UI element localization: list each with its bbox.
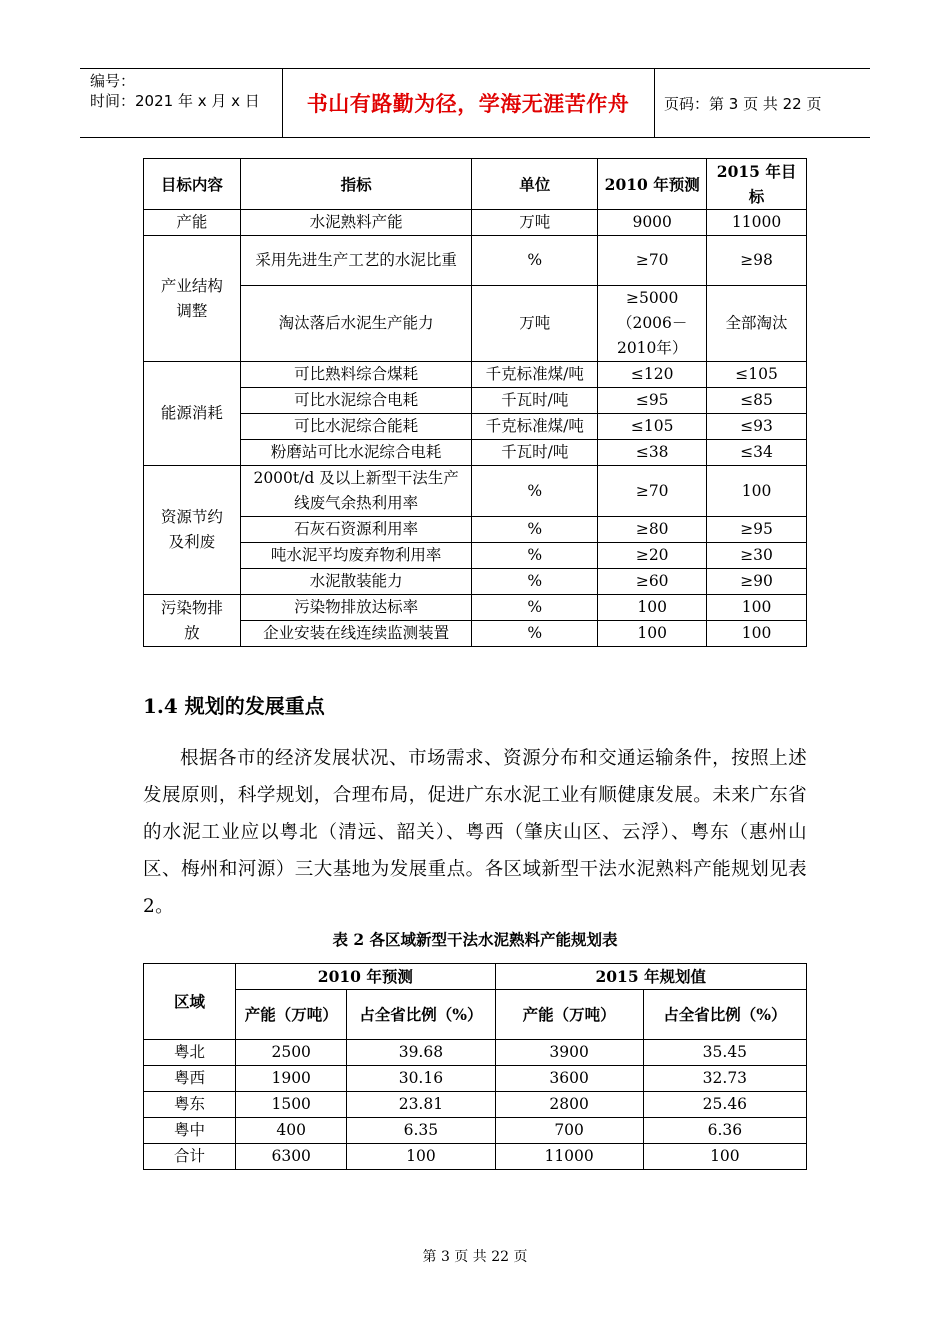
indicator-cell: 石灰石资源利用率 bbox=[240, 517, 472, 543]
table-row bbox=[144, 517, 807, 543]
value-2015-cell: ≤34 bbox=[707, 440, 807, 466]
unit-cell: 千克标准煤/吨 bbox=[472, 362, 598, 388]
column-header: 目标内容 bbox=[144, 159, 241, 210]
table-row bbox=[144, 466, 807, 517]
value-2010-cell: ≥20 bbox=[598, 543, 707, 569]
table-row bbox=[144, 1040, 807, 1066]
region-cell: 粤中 bbox=[144, 1118, 236, 1144]
category-cell: 产能 bbox=[144, 210, 241, 236]
table-row bbox=[144, 621, 807, 647]
region-cell: 合计 bbox=[144, 1144, 236, 1170]
table-row bbox=[144, 236, 807, 286]
capacity-2010-cell: 6300 bbox=[236, 1144, 347, 1170]
indicator-cell: 粉磨站可比水泥综合电耗 bbox=[240, 440, 472, 466]
share-2015-cell: 25.46 bbox=[643, 1092, 806, 1118]
value-2015-cell: 100 bbox=[707, 595, 807, 621]
group-header-2010: 2010 年预测 bbox=[236, 964, 495, 990]
header-page-cell bbox=[654, 69, 870, 137]
value-2015-cell: ≤93 bbox=[707, 414, 807, 440]
indicator-cell: 可比熟料综合煤耗 bbox=[240, 362, 472, 388]
capacity-2015-cell: 2800 bbox=[495, 1092, 643, 1118]
value-2015-cell: ≤85 bbox=[707, 388, 807, 414]
value-2010-cell: ≤105 bbox=[598, 414, 707, 440]
value-2015-cell: 100 bbox=[707, 466, 807, 517]
page-header bbox=[80, 68, 870, 138]
share-2010-cell: 39.68 bbox=[347, 1040, 495, 1066]
table-row bbox=[144, 1144, 807, 1170]
value-2010-cell: ≤120 bbox=[598, 362, 707, 388]
table-row bbox=[144, 362, 807, 388]
section-paragraph: 根据各市的经济发展状况、市场需求、资源分布和交通运输条件，按照上述发展原则，科学规划，合理布局，促进广东水泥工业有顺健康发展。未来广东省的水泥工业应以粤北（清远、韶关）、粤西（肇庆山区、云浮）、粤东（惠州山区、梅州和河源）三大基地为发展重点。各区域新型干法水泥熟料产能规划见表 2。 bbox=[143, 748, 807, 917]
value-2015-cell: 100 bbox=[707, 621, 807, 647]
header-info-cell bbox=[80, 69, 283, 137]
indicator-cell: 企业安装在线连续监测装置 bbox=[240, 621, 472, 647]
share-2010-cell: 30.16 bbox=[347, 1066, 495, 1092]
unit-cell: % bbox=[472, 466, 598, 517]
value-2010-cell: ≥5000（2006－2010年） bbox=[598, 286, 707, 362]
table-row bbox=[144, 388, 807, 414]
section-title: 1.4 规划的发展重点 bbox=[143, 694, 325, 718]
share-2010-cell: 23.81 bbox=[347, 1092, 495, 1118]
table-sub-header-row bbox=[144, 990, 807, 1040]
indicator-cell: 吨水泥平均废弃物利用率 bbox=[240, 543, 472, 569]
table-row bbox=[144, 1066, 807, 1092]
value-2010-cell: ≥80 bbox=[598, 517, 707, 543]
region-cell: 粤东 bbox=[144, 1092, 236, 1118]
unit-cell: 万吨 bbox=[472, 210, 598, 236]
indicator-cell: 水泥散装能力 bbox=[240, 569, 472, 595]
capacity-2010-cell: 2500 bbox=[236, 1040, 347, 1066]
unit-cell: % bbox=[472, 517, 598, 543]
header-time: 时间：2021 年 x 月 x 日 bbox=[90, 92, 260, 110]
sub-header-share-2010: 占全省比例（%） bbox=[347, 990, 495, 1040]
table-row bbox=[144, 595, 807, 621]
column-header: 2010 年预测 bbox=[598, 159, 707, 210]
region-header: 区域 bbox=[144, 964, 236, 1040]
value-2010-cell: ≥60 bbox=[598, 569, 707, 595]
value-2015-cell: ≥30 bbox=[707, 543, 807, 569]
targets-table-body bbox=[144, 210, 807, 647]
header-motto: 书山有路勤为径，学海无涯苦作舟 bbox=[306, 92, 630, 116]
value-2010-cell: ≥70 bbox=[598, 466, 707, 517]
value-2015-cell: 全部淘汰 bbox=[707, 286, 807, 362]
capacity-2010-cell: 1500 bbox=[236, 1092, 347, 1118]
capacity-2010-cell: 1900 bbox=[236, 1066, 347, 1092]
region-cell: 粤北 bbox=[144, 1040, 236, 1066]
header-motto-cell bbox=[282, 69, 655, 137]
unit-cell: % bbox=[472, 543, 598, 569]
value-2015-cell: 11000 bbox=[707, 210, 807, 236]
table-row bbox=[144, 414, 807, 440]
regional-capacity-table-body bbox=[144, 1040, 807, 1170]
category-cell: 产业结构调整 bbox=[144, 236, 241, 362]
table-row bbox=[144, 210, 807, 236]
value-2010-cell: ≤38 bbox=[598, 440, 707, 466]
capacity-2015-cell: 700 bbox=[495, 1118, 643, 1144]
unit-cell: % bbox=[472, 236, 598, 286]
value-2015-cell: ≥95 bbox=[707, 517, 807, 543]
indicator-cell: 淘汰落后水泥生产能力 bbox=[240, 286, 472, 362]
indicator-cell: 污染物排放达标率 bbox=[240, 595, 472, 621]
regional-capacity-table bbox=[143, 963, 807, 1170]
table-group-header-row bbox=[144, 964, 807, 990]
table-row bbox=[144, 286, 807, 362]
sub-header-share-2015: 占全省比例（%） bbox=[643, 990, 806, 1040]
indicator-cell: 2000t/d 及以上新型干法生产线废气余热利用率 bbox=[240, 466, 472, 517]
indicator-cell: 采用先进生产工艺的水泥比重 bbox=[240, 236, 472, 286]
unit-cell: 千瓦时/吨 bbox=[472, 388, 598, 414]
share-2010-cell: 100 bbox=[347, 1144, 495, 1170]
capacity-2015-cell: 11000 bbox=[495, 1144, 643, 1170]
table-row bbox=[144, 1092, 807, 1118]
region-cell: 粤西 bbox=[144, 1066, 236, 1092]
unit-cell: 千克标准煤/吨 bbox=[472, 414, 598, 440]
value-2010-cell: 100 bbox=[598, 595, 707, 621]
value-2015-cell: ≤105 bbox=[707, 362, 807, 388]
indicator-cell: 可比水泥综合能耗 bbox=[240, 414, 472, 440]
sub-header-capacity-2015: 产能（万吨） bbox=[495, 990, 643, 1040]
capacity-2010-cell: 400 bbox=[236, 1118, 347, 1144]
unit-cell: % bbox=[472, 595, 598, 621]
column-header: 指标 bbox=[240, 159, 472, 210]
value-2015-cell: ≥98 bbox=[707, 236, 807, 286]
column-header: 单位 bbox=[472, 159, 598, 210]
unit-cell: % bbox=[472, 621, 598, 647]
targets-table bbox=[143, 158, 807, 647]
indicator-cell: 可比水泥综合电耗 bbox=[240, 388, 472, 414]
category-cell: 资源节约及利废 bbox=[144, 466, 241, 595]
table-row bbox=[144, 1118, 807, 1144]
unit-cell: % bbox=[472, 569, 598, 595]
indicator-cell: 水泥熟料产能 bbox=[240, 210, 472, 236]
capacity-2015-cell: 3900 bbox=[495, 1040, 643, 1066]
unit-cell: 千瓦时/吨 bbox=[472, 440, 598, 466]
table-row bbox=[144, 440, 807, 466]
capacity-2015-cell: 3600 bbox=[495, 1066, 643, 1092]
header-page-code: 页码：第 3 页 共 22 页 bbox=[664, 94, 822, 113]
value-2010-cell: ≤95 bbox=[598, 388, 707, 414]
category-cell: 污染物排放 bbox=[144, 595, 241, 647]
sub-header-capacity-2010: 产能（万吨） bbox=[236, 990, 347, 1040]
targets-table-header-row bbox=[144, 159, 807, 210]
category-cell: 能源消耗 bbox=[144, 362, 241, 466]
table-row bbox=[144, 569, 807, 595]
table-row bbox=[144, 543, 807, 569]
share-2015-cell: 100 bbox=[643, 1144, 806, 1170]
value-2015-cell: ≥90 bbox=[707, 569, 807, 595]
value-2010-cell: 100 bbox=[598, 621, 707, 647]
page-footer: 第 3 页 共 22 页 bbox=[422, 1249, 528, 1265]
header-number: 编号： bbox=[90, 72, 136, 90]
value-2010-cell: ≥70 bbox=[598, 236, 707, 286]
share-2015-cell: 35.45 bbox=[643, 1040, 806, 1066]
share-2015-cell: 6.36 bbox=[643, 1118, 806, 1144]
unit-cell: 万吨 bbox=[472, 286, 598, 362]
share-2015-cell: 32.73 bbox=[643, 1066, 806, 1092]
share-2010-cell: 6.35 bbox=[347, 1118, 495, 1144]
value-2010-cell: 9000 bbox=[598, 210, 707, 236]
table-caption: 表 2 各区域新型干法水泥熟料产能规划表 bbox=[332, 930, 618, 949]
column-header: 2015 年目标 bbox=[707, 159, 807, 210]
group-header-2015: 2015 年规划值 bbox=[495, 964, 807, 990]
